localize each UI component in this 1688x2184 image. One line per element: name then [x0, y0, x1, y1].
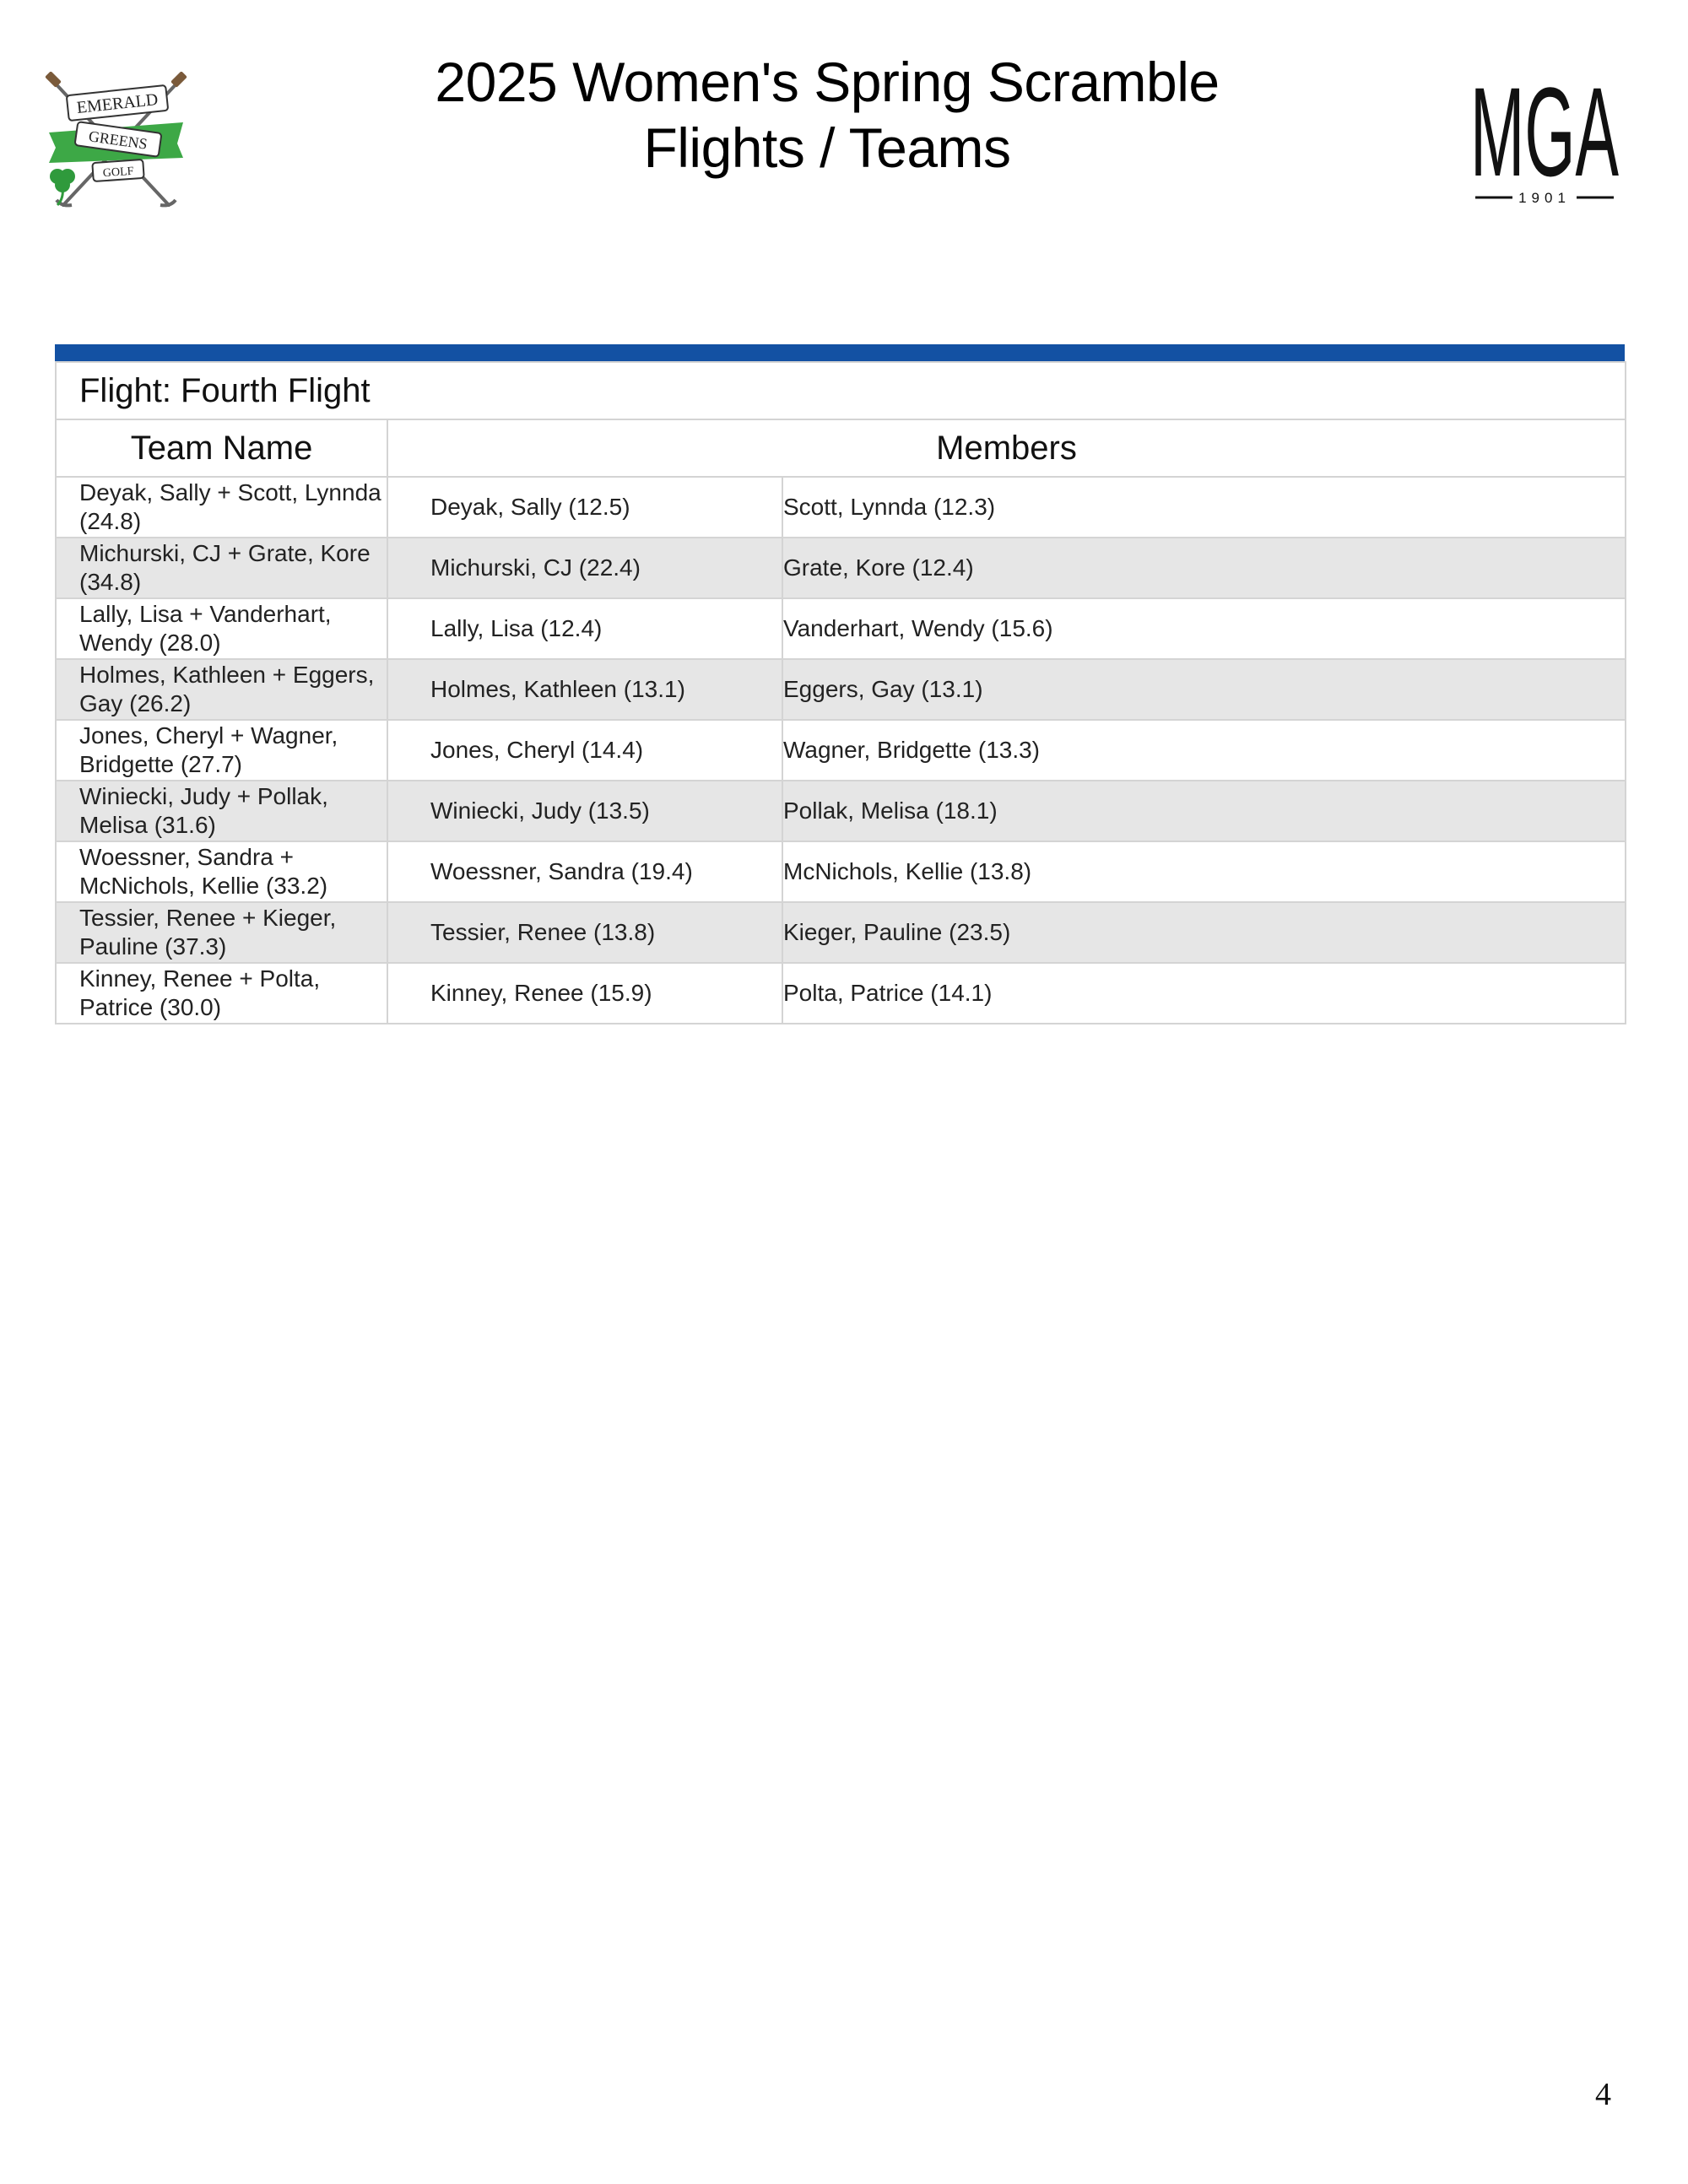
title-line-1: 2025 Women's Spring Scramble	[435, 51, 1220, 113]
flight-label: Flight: Fourth Flight	[56, 362, 1626, 419]
logo-text-golf: GOLF	[102, 165, 134, 181]
member-2-cell: Pollak, Melisa (18.1)	[782, 781, 1626, 841]
table-row	[56, 477, 1626, 538]
team-name-cell: Woessner, Sandra + McNichols, Kellie (33.2)	[56, 841, 387, 902]
member-1-cell: Woessner, Sandra (19.4)	[387, 841, 782, 902]
column-header-team-name: Team Name	[56, 419, 387, 477]
team-name-cell: Deyak, Sally + Scott, Lynnda (24.8)	[56, 477, 387, 538]
member-2-cell: McNichols, Kellie (13.8)	[782, 841, 1626, 902]
team-name-cell: Tessier, Renee + Kieger, Pauline (37.3)	[56, 902, 387, 963]
emerald-greens-golf-logo	[42, 72, 190, 219]
logo-text-emerald: EMERALD	[75, 90, 160, 117]
member-2-cell: Eggers, Gay (13.1)	[782, 659, 1626, 720]
logo-text-greens: GREENS	[87, 127, 149, 153]
mga-logo-year: 1901	[1518, 190, 1571, 206]
flight-title-row	[56, 362, 1626, 419]
flight-accent-bar	[55, 344, 1625, 361]
table-row	[56, 538, 1626, 598]
member-2-cell: Vanderhart, Wendy (15.6)	[782, 598, 1626, 659]
team-name-cell: Winiecki, Judy + Pollak, Melisa (31.6)	[56, 781, 387, 841]
table-row	[56, 720, 1626, 781]
page-number: 4	[1595, 2077, 1611, 2112]
table-row	[56, 598, 1626, 659]
team-name-cell: Holmes, Kathleen + Eggers, Gay (26.2)	[56, 659, 387, 720]
member-1-cell: Deyak, Sally (12.5)	[387, 477, 782, 538]
table-row	[56, 841, 1626, 902]
member-1-cell: Tessier, Renee (13.8)	[387, 902, 782, 963]
member-2-cell: Grate, Kore (12.4)	[782, 538, 1626, 598]
shamrock-icon	[50, 169, 75, 205]
member-2-cell: Scott, Lynnda (12.3)	[782, 477, 1626, 538]
flight-table-container	[55, 344, 1625, 1024]
column-header-members: Members	[387, 419, 1626, 477]
flight-table	[55, 361, 1626, 1024]
header-row	[56, 419, 1626, 477]
table-row	[56, 659, 1626, 720]
member-2-cell: Wagner, Bridgette (13.3)	[782, 720, 1626, 781]
title-line-2: Flights / Teams	[643, 116, 1011, 179]
member-2-cell: Kieger, Pauline (23.5)	[782, 902, 1626, 963]
member-1-cell: Winiecki, Judy (13.5)	[387, 781, 782, 841]
table-row	[56, 902, 1626, 963]
member-2-cell: Polta, Patrice (14.1)	[782, 963, 1626, 1024]
table-row	[56, 781, 1626, 841]
page-title	[321, 49, 1334, 181]
member-1-cell: Jones, Cheryl (14.4)	[387, 720, 782, 781]
member-1-cell: Lally, Lisa (12.4)	[387, 598, 782, 659]
mga-logo	[1460, 59, 1629, 228]
team-name-cell: Jones, Cheryl + Wagner, Bridgette (27.7)	[56, 720, 387, 781]
mga-logo-text: MGA	[1470, 61, 1619, 203]
table-row	[56, 963, 1626, 1024]
member-1-cell: Holmes, Kathleen (13.1)	[387, 659, 782, 720]
team-name-cell: Michurski, CJ + Grate, Kore (34.8)	[56, 538, 387, 598]
team-name-cell: Lally, Lisa + Vanderhart, Wendy (28.0)	[56, 598, 387, 659]
member-1-cell: Kinney, Renee (15.9)	[387, 963, 782, 1024]
team-name-cell: Kinney, Renee + Polta, Patrice (30.0)	[56, 963, 387, 1024]
member-1-cell: Michurski, CJ (22.4)	[387, 538, 782, 598]
